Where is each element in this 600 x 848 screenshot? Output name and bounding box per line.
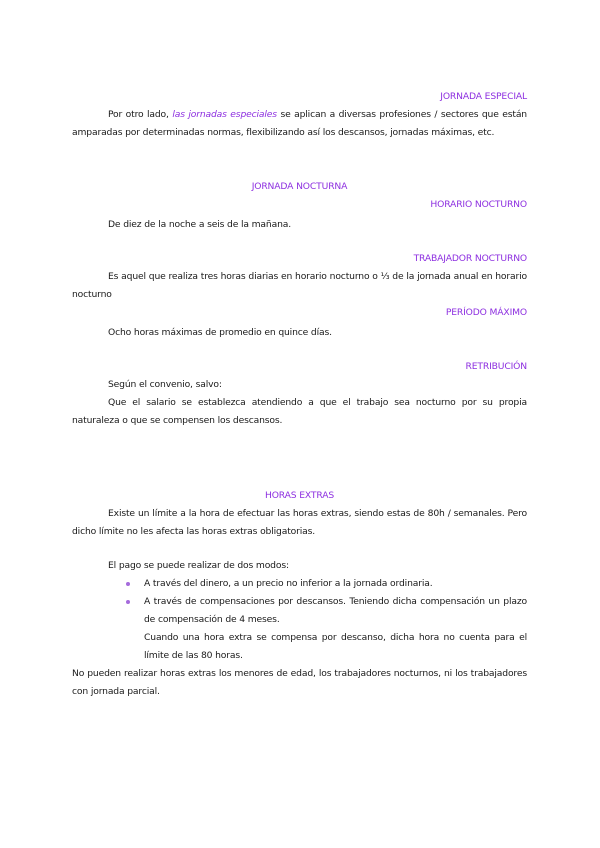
heading-jornada-especial: JORNADA ESPECIAL xyxy=(440,91,527,102)
text-retribucion-detalle: Que el salario se establezca atendiendo a que el trabajo sea nocturno por su propia naturaleza o que se compensen los descansos. xyxy=(72,397,527,426)
list-item-text: A través de compensaciones por descansos. Teniendo dicha compensación un plazo de compensación de 4 meses. xyxy=(144,596,527,625)
paragraph-intro-text: Por otro lado, xyxy=(108,109,173,120)
subheading-periodo-maximo: PERÍODO MÁXIMO xyxy=(445,307,527,318)
paragraph-restricciones: No pueden realizar horas extras los menores de edad, los trabajadores nocturnos, ni los trabajadores con jornada parcial. xyxy=(72,668,527,697)
subheading-horario-nocturno: HORARIO NOCTURNO xyxy=(430,199,527,210)
bullet-icon xyxy=(126,600,130,604)
heading-horas-extras: HORAS EXTRAS xyxy=(264,490,335,501)
subheading-trabajador-nocturno: TRABAJADOR NOCTURNO xyxy=(413,253,527,264)
section-jornada-especial xyxy=(72,88,527,142)
list-item xyxy=(72,593,527,629)
paragraph-limite-horas: Existe un límite a la hora de efectuar las horas extras, siendo estas de 80h / semanales. Pero dicho límite no les afecta las horas extras obligatorias. xyxy=(72,508,527,537)
heading-jornada-nocturna: JORNADA NOCTURNA xyxy=(251,181,348,192)
text-horario-nocturno: De diez de la noche a seis de la mañana. xyxy=(108,219,291,230)
note-compensacion: Cuando una hora extra se compensa por descanso, dicha hora no cuenta para el límite de las 80 horas. xyxy=(144,632,527,661)
subheading-retribucion: RETRIBUCIÓN xyxy=(465,361,527,372)
paragraph-rest-text: se aplican a diversas profesiones / sectores que están amparadas por determinadas normas, flexibilizando así los descansos, jornadas máximas, etc. xyxy=(72,109,527,138)
section-horas-extras xyxy=(72,487,527,701)
text-periodo-maximo: Ocho horas máximas de promedio en quince días. xyxy=(108,327,332,338)
list-modos-pago xyxy=(72,575,527,629)
paragraph-modos-pago: El pago se puede realizar de dos modos: xyxy=(108,560,289,571)
list-item xyxy=(72,575,527,593)
text-retribucion-intro: Según el convenio, salvo: xyxy=(108,379,222,390)
section-jornada-nocturna xyxy=(72,178,527,430)
text-trabajador-nocturno: Es aquel que realiza tres horas diarias en horario nocturno o ⅓ de la jornada anual en horario nocturno xyxy=(72,271,527,300)
bullet-icon xyxy=(126,582,130,586)
list-item-text: A través del dinero, a un precio no inferior a la jornada ordinaria. xyxy=(144,578,433,589)
paragraph-jornada-especial xyxy=(72,106,527,142)
emphasis-jornadas-especiales: las jornadas especiales xyxy=(172,109,277,120)
